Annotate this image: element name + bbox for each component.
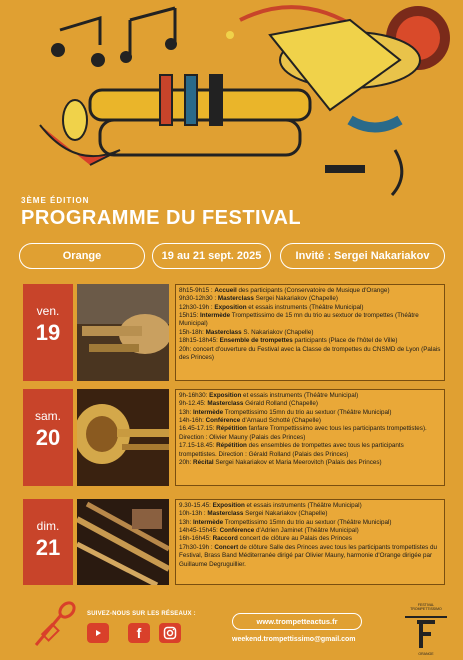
schedule-time: 15h15: — [179, 312, 201, 320]
edition-label: 3ÈME ÉDITION — [21, 196, 90, 205]
schedule-line — [179, 304, 441, 312]
schedule-time: 13h: — [179, 518, 194, 526]
schedule-time: 9h-12.45: — [179, 400, 208, 408]
schedule-time: 15h-18h: — [179, 328, 206, 336]
schedule-time: 16.45-17.15: — [179, 425, 217, 433]
schedule-line — [179, 287, 441, 295]
schedule-detail: Trompettissimo 15mn du trio au sextuor (Théâtre Municipal) — [223, 518, 392, 526]
schedule-detail: et essais instruments (Théâtre Municipal) — [244, 502, 362, 509]
schedule-event: Récital — [193, 458, 214, 466]
schedule-event: Raccord — [212, 535, 238, 543]
schedule-line — [179, 417, 441, 425]
schedule-line — [179, 544, 441, 569]
email-link[interactable]: weekend.trompettissimo@gmail.com — [232, 636, 356, 643]
schedule-line — [179, 502, 441, 510]
hero-trumpet-illustration — [0, 0, 463, 200]
schedule-time: 12h30-19h : — [179, 303, 215, 311]
schedule-time: 20h: concert d'ouverture du Festival avec la Classe de trompettes du CNSMD de Lyon (Palais des Princes) — [179, 345, 441, 361]
schedule-detail: d'Arnaud Schotté (Chapelle) — [240, 417, 321, 425]
dates-pill: 19 au 21 sept. 2025 — [152, 243, 271, 269]
trumpet-icon — [31, 600, 77, 650]
schedule-detail: fanfare Trompettissimo avec tous les participants trompettistes). Direction : Olivier Mauny (Palais des Princes) — [179, 425, 427, 441]
day-badge — [23, 284, 73, 381]
schedule-time: 9.30-15.45: — [179, 502, 213, 509]
schedule-event: Masterclass — [207, 400, 244, 408]
schedule-event: Intermède — [193, 408, 224, 416]
schedule-line — [179, 510, 441, 518]
schedule-event: Masterclass — [207, 510, 244, 518]
schedule-event: Exposition — [212, 502, 245, 509]
schedule-line — [179, 400, 441, 408]
schedule-detail: Sergei Nakariakov (Chapelle) — [253, 295, 338, 303]
day-number: 21 — [35, 535, 61, 560]
schedule-detail: des participants (Conservatoire de Musique d'Orange) — [236, 287, 390, 294]
schedule-time: 9h-16h30: — [179, 392, 210, 399]
schedule-detail: concert de clôture au Palais des Princes — [237, 535, 352, 543]
schedule-event: Masterclass — [217, 295, 254, 303]
schedule-time: 18h15-18h45: — [179, 337, 220, 345]
schedule-time: 14h45-15h45: — [179, 527, 220, 535]
schedule-time: 10h-13h : — [179, 510, 208, 518]
schedule-event: Ensemble de trompettes — [219, 337, 293, 345]
schedule-line — [179, 442, 441, 459]
schedule-event: Accueil — [214, 287, 237, 294]
schedule-detail: Trompettissimo 15mn du trio au sextuor (Théâtre Municipal) — [223, 408, 392, 416]
trumpet-photo — [77, 499, 169, 585]
guest-pill: Invité : Sergei Nakariakov — [280, 243, 445, 269]
schedule-event: Répétition — [216, 425, 247, 433]
festival-logo — [403, 612, 449, 652]
schedule-detail: et essais instruments (Théâtre Municipal) — [246, 303, 364, 311]
schedule-friday — [175, 284, 445, 381]
schedule-event: Conférence — [205, 417, 241, 425]
day-block-sunday — [23, 499, 445, 585]
schedule-time: 17h30-19h : — [179, 543, 215, 551]
schedule-line — [179, 392, 441, 400]
schedule-time: 20h: — [179, 458, 194, 466]
schedule-time: 16h-16h45: — [179, 535, 213, 543]
schedule-detail: de clôture Salle des Princes avec tous les participants trompettistes du Festival, Brass Band Méditerranée dirigé par Olivier Mauny, harmonie d'Orange dirigée par Guillaume Degruguillier. — [179, 543, 437, 568]
day-number: 19 — [35, 320, 61, 345]
location-pill: Orange — [19, 243, 145, 269]
schedule-event: Concert — [214, 543, 239, 551]
schedule-detail: participants (Place de l'hôtel de Ville) — [292, 337, 398, 345]
schedule-event: Intermède — [200, 312, 231, 320]
schedule-line — [179, 337, 441, 345]
day-name: dim. — [36, 519, 60, 533]
logo-top-text: FESTIVAL TROMPETTISSIMO — [410, 603, 442, 611]
schedule-time: 17.15-18.45: — [179, 442, 217, 450]
schedule-line — [179, 527, 441, 535]
day-block-friday — [23, 284, 445, 381]
schedule-line — [179, 459, 441, 467]
logo-bottom-text: ORANGE — [418, 652, 434, 656]
schedule-event: Exposition — [214, 303, 247, 311]
schedule-detail: Sergei Nakariakov et Maria Meerovitch (Palais des Princes) — [213, 458, 382, 466]
schedule-line — [179, 346, 441, 363]
schedule-detail: des ensembles de trompettes avec tous les participants trompettistes. Direction : Gérald Rolland (Palais des Princes) — [179, 442, 404, 458]
day-badge — [23, 389, 73, 486]
day-number: 20 — [35, 425, 61, 450]
schedule-line — [179, 329, 441, 337]
follow-label: SUIVEZ-NOUS SUR LES RÉSEAUX : — [87, 611, 196, 617]
instagram-icon[interactable] — [159, 623, 181, 643]
schedule-event: Masterclass — [205, 328, 242, 336]
schedule-event: Intermède — [193, 518, 224, 526]
schedule-sunday — [175, 499, 445, 585]
page-title: PROGRAMME DU FESTIVAL — [21, 207, 302, 229]
day-badge — [23, 499, 73, 585]
schedule-detail: Trompettissimo de 15 mn du trio au sextuor de trompettes (Théâtre Municipal) — [179, 312, 419, 328]
schedule-event: Répétition — [216, 442, 247, 450]
schedule-line — [179, 535, 441, 543]
schedule-line — [179, 312, 441, 329]
schedule-line — [179, 409, 441, 417]
facebook-icon[interactable]: f — [128, 623, 150, 643]
trumpet-photo — [77, 284, 169, 381]
schedule-detail: Gérald Rolland (Chapelle) — [243, 400, 318, 408]
day-name: sam. — [34, 409, 61, 423]
day-name: ven. — [36, 304, 60, 318]
schedule-detail: Sergei Nakariakov (Chapelle) — [243, 510, 328, 518]
schedule-event: Conférence — [219, 527, 255, 535]
trumpet-photo — [77, 389, 169, 486]
schedule-event: Exposition — [209, 392, 242, 399]
schedule-line — [179, 295, 441, 303]
schedule-time: 9h30-12h30 : — [179, 295, 218, 303]
schedule-line — [179, 425, 441, 442]
schedule-time: 13h: — [179, 408, 194, 416]
youtube-icon[interactable] — [87, 623, 109, 643]
schedule-detail: d'Adrien Jaminet (Théâtre Municipal) — [254, 527, 359, 535]
schedule-time: 14h-16h: — [179, 417, 206, 425]
schedule-detail: et essais instruments (Théâtre Municipal) — [241, 392, 359, 399]
website-link[interactable]: www.trompetteactus.fr — [232, 613, 362, 630]
schedule-saturday — [175, 389, 445, 486]
schedule-line — [179, 519, 441, 527]
schedule-detail: S. Nakariakov (Chapelle) — [241, 328, 314, 336]
schedule-time: 8h15-9h15 : — [179, 287, 215, 294]
day-block-saturday — [23, 389, 445, 486]
